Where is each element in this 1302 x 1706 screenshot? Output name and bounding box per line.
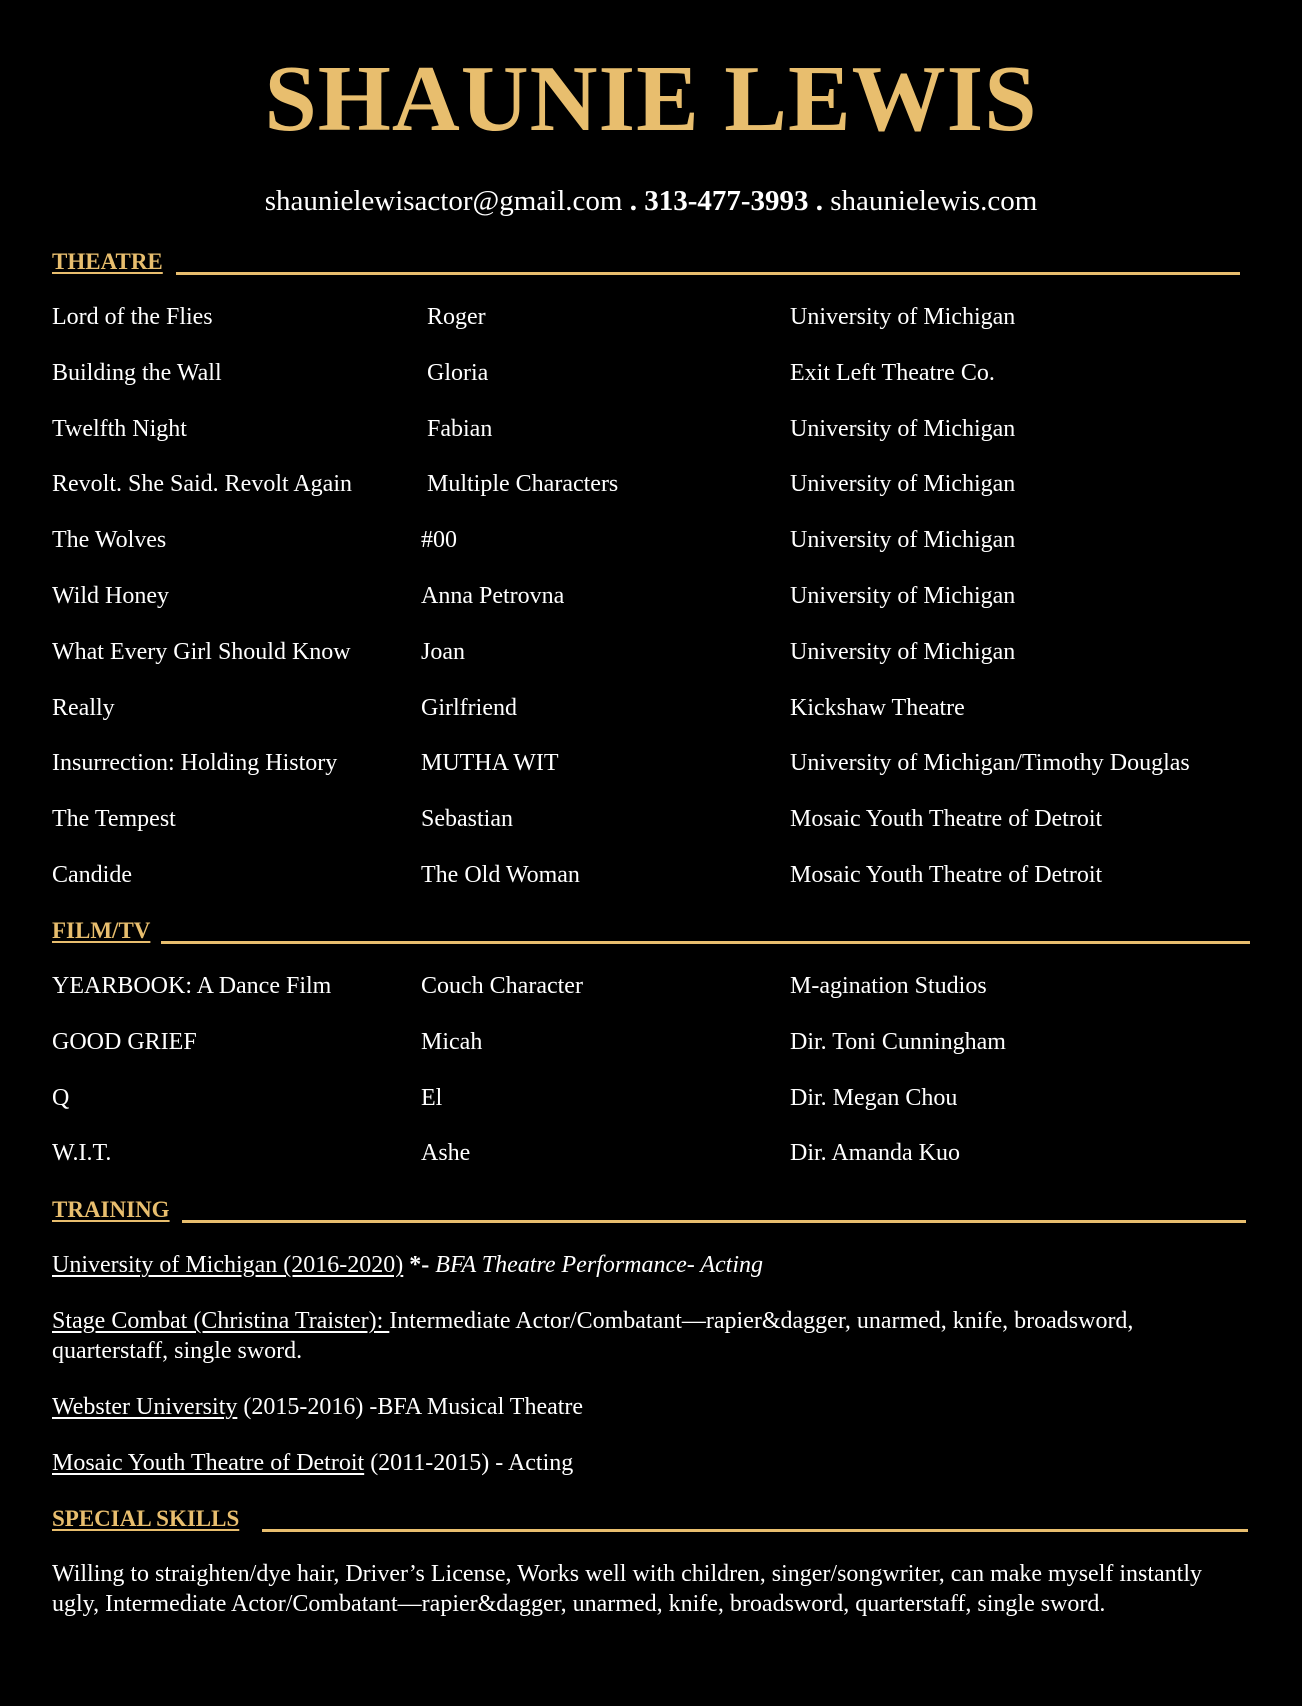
credit-role: Couch Character — [421, 973, 583, 999]
credit-company: University of Michigan — [790, 304, 1016, 330]
credit-company: University of Michigan — [790, 638, 1016, 665]
credit-row — [0, 1137, 1302, 1169]
training-detail: (2011-2015) - Acting — [364, 1450, 574, 1476]
training-school: University of Michigan (2016-2020) — [52, 1252, 404, 1278]
website: shaunielewis.com — [830, 185, 1038, 217]
credit-row — [0, 468, 1302, 500]
training-heading — [52, 1196, 1246, 1224]
credit-row — [0, 301, 1302, 333]
credit-title: The Wolves — [52, 527, 167, 554]
credit-company: Kickshaw Theatre — [790, 694, 965, 721]
credit-company: M-agination Studios — [790, 973, 987, 999]
credit-title: Wild Honey — [52, 583, 170, 609]
credit-role: Girlfriend — [421, 694, 517, 721]
credit-role: Anna Petrovna — [421, 583, 565, 609]
credit-title: Lord of the Flies — [52, 304, 213, 330]
training-school: Mosaic Youth Theatre of Detroit — [52, 1450, 365, 1476]
credit-title: Insurrection: Holding History — [52, 750, 338, 777]
credit-row — [0, 524, 1302, 556]
credit-role: The Old Woman — [421, 862, 580, 888]
section-rule — [262, 1529, 1248, 1532]
credit-company: Dir. Toni Cunningham — [790, 1028, 1006, 1055]
training-detail: Intermediate Actor/Combatant—rapier&dagger, unarmed, knife, broadsword, quarterstaff, single sword. — [52, 1308, 1134, 1364]
credit-title: Really — [52, 694, 115, 721]
email-address: shaunielewisactor@gmail.com — [264, 185, 623, 217]
training-school: Webster University — [52, 1394, 238, 1420]
section-rule — [182, 1220, 1246, 1223]
training-item — [52, 1448, 1252, 1478]
credit-role: MUTHA WIT — [421, 750, 559, 777]
training-item — [52, 1392, 1252, 1422]
credit-company: Dir. Megan Chou — [790, 1084, 958, 1111]
credit-role: Sebastian — [421, 806, 513, 833]
special-skills-text: Willing to straighten/dye hair, Driver’s License, Works well with children, singer/songwriter, can make myself instantly ugly, Intermediate Actor/Combatant—rapier&dagger, unarmed, knife, broadsword, quarterstaff, single sword. — [52, 1561, 1203, 1617]
section-label: FILM/TV — [52, 918, 151, 943]
theatre-heading — [52, 248, 1240, 276]
contact-separator: . — [815, 185, 824, 217]
section-rule — [161, 941, 1250, 944]
credit-company: University of Michigan — [790, 471, 1016, 498]
credit-row — [0, 413, 1302, 445]
contact-separator: . — [629, 185, 637, 217]
contact-line — [0, 183, 1302, 219]
credit-role: Fabian — [427, 415, 493, 442]
training-detail: (2015-2016) -BFA Musical Theatre — [237, 1394, 584, 1420]
credit-title: Q — [52, 1084, 70, 1111]
credit-role: Roger — [427, 304, 486, 330]
actor-name: SHAUNIE LEWIS — [264, 47, 1038, 151]
credit-title: Candide — [52, 862, 132, 888]
credit-company: Mosaic Youth Theatre of Detroit — [790, 862, 1103, 888]
credit-title: What Every Girl Should Know — [52, 638, 351, 665]
credit-company: University of Michigan — [790, 415, 1016, 442]
film-tv-heading — [52, 917, 1250, 945]
credit-role: Joan — [421, 638, 465, 665]
credit-company: University of Michigan — [790, 527, 1016, 554]
credit-row — [0, 580, 1302, 612]
credit-company: University of Michigan/Timothy Douglas — [790, 750, 1190, 777]
credit-row — [0, 970, 1302, 1002]
credit-title: GOOD GRIEF — [52, 1028, 197, 1055]
credit-row — [0, 1026, 1302, 1058]
credit-row — [0, 357, 1302, 389]
credit-role: Gloria — [427, 359, 489, 386]
credit-row — [0, 803, 1302, 835]
credit-role: Micah — [421, 1028, 483, 1055]
credit-company: University of Michigan — [790, 583, 1016, 609]
credit-title: W.I.T. — [52, 1140, 112, 1167]
credit-role: Multiple Characters — [427, 471, 619, 498]
training-marker: *- — [403, 1252, 430, 1278]
credit-company: Mosaic Youth Theatre of Detroit — [790, 806, 1103, 833]
credit-role: Ashe — [421, 1140, 471, 1167]
credit-role: El — [421, 1084, 443, 1111]
credit-title: Twelfth Night — [52, 415, 187, 442]
section-label: THEATRE — [52, 249, 163, 274]
training-item — [52, 1306, 1252, 1366]
credit-company: Exit Left Theatre Co. — [790, 359, 995, 386]
credit-title: Revolt. She Said. Revolt Again — [52, 471, 352, 498]
section-label: SPECIAL SKILLS — [52, 1506, 240, 1531]
section-rule — [176, 272, 1240, 275]
credit-row — [0, 747, 1302, 779]
section-label: TRAINING — [52, 1197, 170, 1222]
phone-number: 313-477-3993 — [644, 185, 809, 217]
training-detail: BFA Theatre Performance- Acting — [429, 1252, 764, 1278]
training-school: Stage Combat (Christina Traister): — [52, 1308, 390, 1334]
training-item — [52, 1250, 1252, 1280]
credit-title: YEARBOOK: A Dance Film — [52, 973, 332, 999]
credit-title: The Tempest — [52, 806, 176, 833]
credit-row — [0, 1082, 1302, 1114]
credit-company: Dir. Amanda Kuo — [790, 1140, 960, 1167]
credit-role: #00 — [421, 527, 457, 554]
special-skills-heading — [52, 1505, 1248, 1533]
credit-row — [0, 692, 1302, 724]
credit-title: Building the Wall — [52, 359, 222, 386]
credit-row — [0, 636, 1302, 668]
credit-row — [0, 859, 1302, 891]
